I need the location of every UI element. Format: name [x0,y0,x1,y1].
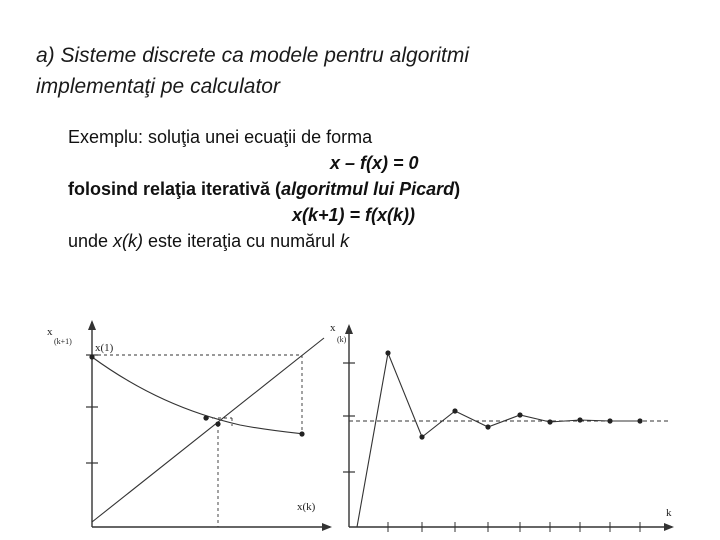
sequence-point [607,418,612,423]
fixed-point [215,421,220,426]
iterate-point [89,354,94,359]
text-line-5-b: x(k) [113,231,144,251]
left-y-axis-sub: (k+1) [54,337,72,346]
sequence-point [419,434,424,439]
iterate-point [299,431,304,436]
text-line-1: Exemplu: soluţia unei ecuaţii de forma [68,127,373,147]
sequence-point [517,412,522,417]
right-y-axis-label: x [330,322,336,334]
left-y-arrow [88,320,96,330]
title-line-2: implementaţi pe calculator [36,75,280,98]
left-x-axis-label: x(k) [297,501,316,513]
equation-iteration: x(k+1) = f(x(k)) [292,205,416,225]
sequence-point [547,419,552,424]
title-line-1: a) Sisteme discrete ca modele pentru algoritmi [36,44,470,67]
text-line-5-c: este iteraţia cu numărul [143,231,341,251]
sequence-point [485,424,490,429]
x1-label: x(1) [95,342,114,354]
picard-algorithm-name: algoritmul lui Picard [281,179,455,199]
right-x-axis-label: k [666,507,672,519]
iteration-sequence-line [357,353,640,527]
right-y-axis-sub: (k) [337,335,347,344]
left-y-axis-label: x [47,326,53,338]
sequence-point [637,418,642,423]
right-figure [330,322,674,532]
sequence-point [577,417,582,422]
iterate-point [203,415,208,420]
right-y-arrow [345,324,353,334]
function-curve [92,357,304,434]
text-line-5-a: unde [68,231,114,251]
left-x-arrow [322,523,332,531]
left-figure [47,320,332,531]
text-line-5-d: k [340,231,350,251]
sequence-point [452,408,457,413]
identity-line [92,338,324,522]
right-x-arrow [664,523,674,531]
text-line-3-c: ) [454,179,461,199]
sequence-point [385,350,390,355]
text-line-3-a: folosind relaţia iterativă ( [68,179,282,199]
equation-fixed-point: x – f(x) = 0 [330,153,419,173]
